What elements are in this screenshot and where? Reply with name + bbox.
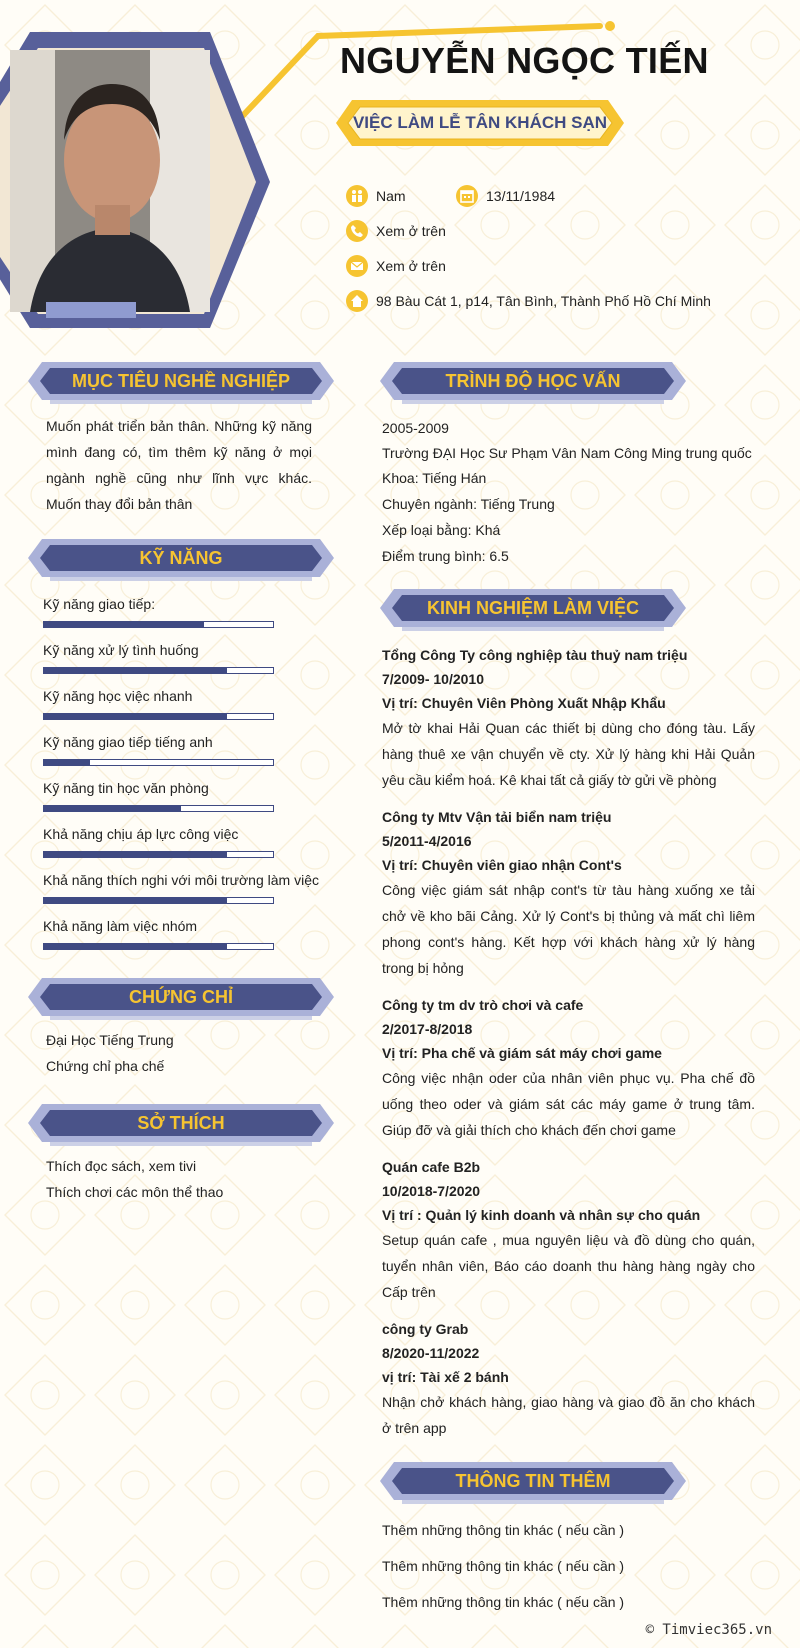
period: 5/2011-4/2016 <box>382 833 472 849</box>
objective-title: MỤC TIÊU NGHỀ NGHIỆP <box>71 371 290 391</box>
more-info-title: THÔNG TIN THÊM <box>455 1471 611 1491</box>
experience-title: KINH NGHIỆM LÀM VIỆC <box>426 598 639 618</box>
home-icon <box>346 290 368 312</box>
period: 2/2017-8/2018 <box>382 1021 473 1037</box>
email-row <box>346 255 446 277</box>
description: Công việc nhận oder của nhân viên phục vụ. Pha chế đồ uống theo oder và giám sát các máy game ở trung tâm. Giúp đỡ và giải thích cho khách đến chơi game <box>382 1070 755 1138</box>
gender-value: Nam <box>376 188 406 204</box>
certificates-title: CHỨNG CHỈ <box>129 987 233 1007</box>
description: Setup quán cafe , mua nguyên liệu và đồ dùng cho quán, tuyển nhân viên, Báo cáo doanh thu hàng hàng ngày cho Cấp trên <box>382 1232 755 1300</box>
skill-level-bar <box>43 851 274 858</box>
position: Vị trí: Pha chế và giám sát máy chơi game <box>382 1045 662 1061</box>
skill-level-fill <box>44 622 204 627</box>
position: Vị trí: Chuyên Viên Phòng Xuất Nhập Khẩu <box>382 695 666 711</box>
position: Vị trí : Quản lý kinh doanh và nhân sự cho quán <box>382 1207 701 1223</box>
experience-item <box>382 805 755 981</box>
job-title-banner <box>330 96 630 150</box>
hobbies-heading <box>26 1102 336 1150</box>
candidate-name: NGUYỄN NGỌC TIẾN <box>340 40 709 81</box>
education-rank: Xếp loại bằng: Khá <box>382 522 501 538</box>
more-info-item: Thêm những thông tin khác ( nếu cần ) <box>382 1558 625 1574</box>
skill-level-bar <box>43 943 274 950</box>
phone-icon <box>346 220 368 242</box>
email-icon <box>346 255 368 277</box>
skill-level-fill <box>44 806 181 811</box>
education-major: Chuyên ngành: Tiếng Trung <box>382 496 555 512</box>
certificate-item: Chứng chỉ pha chế <box>46 1058 165 1074</box>
experience-item <box>382 1317 755 1441</box>
skill-level-fill <box>44 852 227 857</box>
more-info-heading <box>378 1460 688 1508</box>
company: Quán cafe B2b <box>382 1159 481 1175</box>
gender-icon <box>346 185 368 207</box>
skill-label: Kỹ năng học việc nhanh <box>43 688 193 704</box>
description: Nhận chở khách hàng, giao hàng và giao đồ ăn cho khách ở trên app <box>382 1394 755 1436</box>
skill-label: Khả năng thích nghi với môi trường làm việc <box>43 872 319 888</box>
education-heading <box>378 360 688 408</box>
address-value: 98 Bàu Cát 1, p14, Tân Bình, Thành Phố Hồ Chí Minh <box>376 293 711 309</box>
skill-level-fill <box>44 898 227 903</box>
description: Công việc giám sát nhập cont's từ tàu hàng xuống xe tải chở về kho bãi Cảng. Xử lý Cont's bị thủng và mất chì liêm phong cont's hàng. Kết hợp với khách hàng xử lý hàng trong bị hỏng <box>382 882 755 976</box>
certificate-item: Đại Học Tiếng Trung <box>46 1032 174 1048</box>
job-title: VIỆC LÀM LỄ TÂN KHÁCH SẠN <box>352 113 608 132</box>
skill-level-bar <box>43 713 274 720</box>
period: 8/2020-11/2022 <box>382 1345 480 1361</box>
phone-row <box>346 220 446 242</box>
education-faculty: Khoa: Tiếng Hán <box>382 470 487 486</box>
skill-level-bar <box>43 667 274 674</box>
phone-value: Xem ở trên <box>376 223 446 239</box>
period: 7/2009- 10/2010 <box>382 671 484 687</box>
gender-row <box>346 185 406 207</box>
skill-label: Khả năng chịu áp lực công việc <box>43 826 239 842</box>
position: Vị trí: Chuyên viên giao nhận Cont's <box>382 857 622 873</box>
objective-text: Muốn phát triển bản thân. Những kỹ năng mình đang có, tìm thêm kỹ năng ở mọi ngành nghề cũng như lĩnh vực khác. Muốn thay đổi bản thân <box>46 418 312 512</box>
company: Công ty tm dv trò chơi và cafe <box>382 997 584 1013</box>
skills-title: KỸ NĂNG <box>139 548 223 568</box>
skill-level-fill <box>44 714 227 719</box>
skill-level-bar <box>43 759 274 766</box>
skill-label: Khả năng làm việc nhóm <box>43 918 198 934</box>
education-period: 2005-2009 <box>382 420 449 436</box>
company: công ty Grab <box>382 1321 469 1337</box>
education-gpa: Điểm trung bình: 6.5 <box>382 548 509 564</box>
skill-label: Kỹ năng giao tiếp: <box>43 596 156 612</box>
dob-row <box>456 185 555 207</box>
skill-label: Kỹ năng tin học văn phòng <box>43 780 209 796</box>
experience-item <box>382 993 755 1143</box>
skill-level-fill <box>44 668 227 673</box>
skill-level-fill <box>44 944 227 949</box>
more-info-item: Thêm những thông tin khác ( nếu cần ) <box>382 1594 625 1610</box>
position: vị trí: Tài xế 2 bánh <box>382 1369 509 1385</box>
calendar-icon <box>456 185 478 207</box>
description: Mở tờ khai Hải Quan các thiết bị dùng cho đóng tàu. Lấy hàng thuê xe vận chuyển về cty. Xử lý hàng khi Hải Quản yêu cầu kiểm hoá. Kê khai tất cả giấy tờ gửi về phòng <box>382 720 755 788</box>
certificates-heading <box>26 976 336 1024</box>
skill-label: Kỹ năng xử lý tình huống <box>43 642 199 658</box>
email-value: Xem ở trên <box>376 258 446 274</box>
skill-level-fill <box>44 760 90 765</box>
hobbies-title: SỞ THÍCH <box>137 1113 225 1133</box>
skill-level-bar <box>43 805 274 812</box>
objective-heading <box>26 360 336 408</box>
company: Tổng Công Ty công nghiệp tàu thuỷ nam triệu <box>382 647 688 663</box>
address-row <box>346 290 711 312</box>
skill-level-bar <box>43 897 274 904</box>
skills-heading <box>26 537 336 585</box>
hobby-item: Thích đọc sách, xem tivi <box>46 1158 197 1174</box>
experience-item <box>382 643 755 793</box>
experience-heading <box>378 587 688 635</box>
skill-label: Kỹ năng giao tiếp tiếng anh <box>43 734 213 750</box>
education-title: TRÌNH ĐỘ HỌC VẤN <box>445 371 621 391</box>
dob-value: 13/11/1984 <box>486 188 556 204</box>
hobby-item: Thích chơi các môn thể thao <box>46 1184 224 1200</box>
period: 10/2018-7/2020 <box>382 1183 481 1199</box>
education-school: Trường ĐẠI Học Sư Phạm Vân Nam Công Ming trung quốc <box>382 445 752 461</box>
more-info-item: Thêm những thông tin khác ( nếu cần ) <box>382 1522 625 1538</box>
company: Công ty Mtv Vận tải biển nam triệu <box>382 809 612 825</box>
experience-item <box>382 1155 755 1305</box>
footer-watermark: © Timviec365.vn <box>645 1622 772 1638</box>
avatar <box>10 50 210 318</box>
skill-level-bar <box>43 621 274 628</box>
